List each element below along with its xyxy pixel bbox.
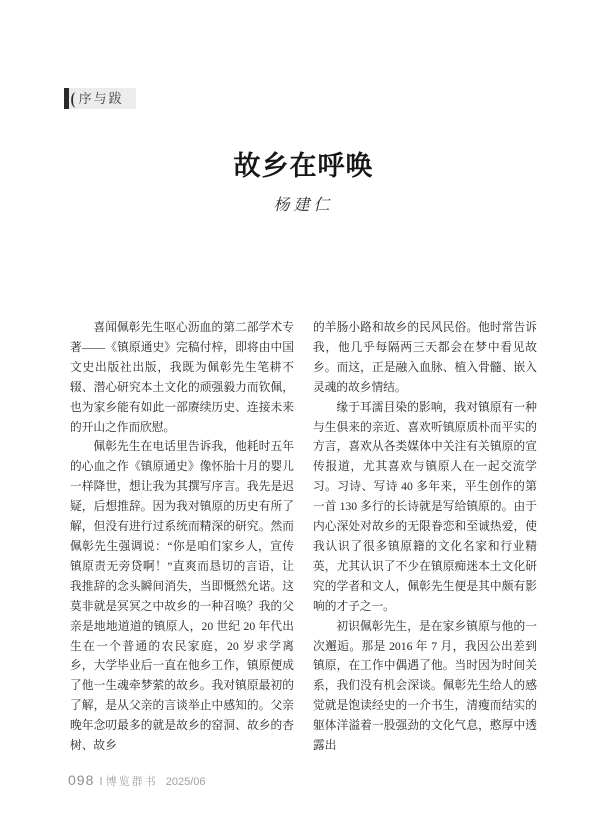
footer-separator-icon: ‖ [99, 774, 103, 788]
tag-bar-icon [64, 88, 69, 109]
body-paragraph: 佩彰先生在电话里告诉我，他耗时五年的心血之作《镇原通史》像怀胎十月的婴儿一样降世，想让我为其撰写序言。我先是迟疑，后想推辞。因为我对镇原的历史有所了解，但没有进行过系统而精深的研究。然而佩彰先生强调说：“你是咱们家乡人，宣传镇原责无旁贷啊！”直爽而恳切的言语，让我推辞的念头瞬间消失，当即慨然允诺。这莫非就是冥冥之中故乡的一种召唤？我的父亲是地地道道的镇原人，20 世纪 20 年代出生在一个普通的农民家庭，20 岁求学离乡，大学毕业后一直在他乡工作，镇原便成了他一生魂牵梦萦的故乡。我对镇原最初的了解，是从父亲的言谈举止中感知的。父亲晚年念叨最多的就是故乡的窑洞、故乡的杏树、故乡 [70, 440, 294, 753]
text-column-left [70, 318, 294, 756]
page-number: 098 [68, 772, 95, 788]
body-paragraph: 缘于耳濡目染的影响，我对镇原有一种与生俱来的亲近、喜欢听镇原质朴而平实的方言，喜欢从各类媒体中关注有关镇原的宣传报道，尤其喜欢与镇原人在一起交流学习。习诗、写诗 40 多年来，平生创作的第一首 130 多行的长诗就是写给镇原的。由于内心深处对故乡的无限眷恋和至诚热爱，使我认识了很多镇原籍的文化名家和行业精英，尤其认识了不少在镇原痴迷本土文化研究的学者和文人，佩彰先生便是其中颇有影响的才子之一。 [313, 400, 537, 613]
body-paragraph: 初识佩彰先生，是在家乡镇原与他的一次邂逅。那是 2016 年 7 月，我因公出差到镇原，在工作中偶遇了他。当时因为时间关系，我们没有机会深谈。佩彰先生给人的感觉就是饱读经史的一介书生，清瘦而结实的躯体洋溢着一股强劲的文化气息，憨厚中透露出 [313, 619, 537, 753]
journal-name: 博览群书 [105, 776, 158, 788]
tag-bracket-icon: ( [70, 89, 76, 108]
issue-number: 2025/06 [165, 776, 206, 788]
article-title: 故乡在呼唤 [233, 151, 374, 182]
body-paragraph: 喜闻佩彰先生呕心沥血的第二部学术专著——《镇原通史》完稿付梓，即将由中国文史出版社出版，我既为佩彰先生笔耕不辍、潜心研究本土文化的顽强毅力而钦佩，也为家乡能有如此一部赓续历史、连接未来的开山之作而欣慰。 [70, 321, 294, 434]
section-tag-label: 序与跋 [78, 91, 124, 106]
article-author: 杨建仁 [273, 197, 334, 214]
article-body [70, 318, 537, 756]
section-tag [64, 88, 136, 109]
page-footer [68, 772, 206, 789]
text-column-right [313, 318, 537, 756]
body-paragraph: 的羊肠小路和故乡的民风民俗。他时常告诉我，他几乎每隔两三天都会在梦中看见故乡。而这，正是融入血脉、植入骨髓、嵌入灵魂的故乡情结。 [313, 321, 537, 394]
